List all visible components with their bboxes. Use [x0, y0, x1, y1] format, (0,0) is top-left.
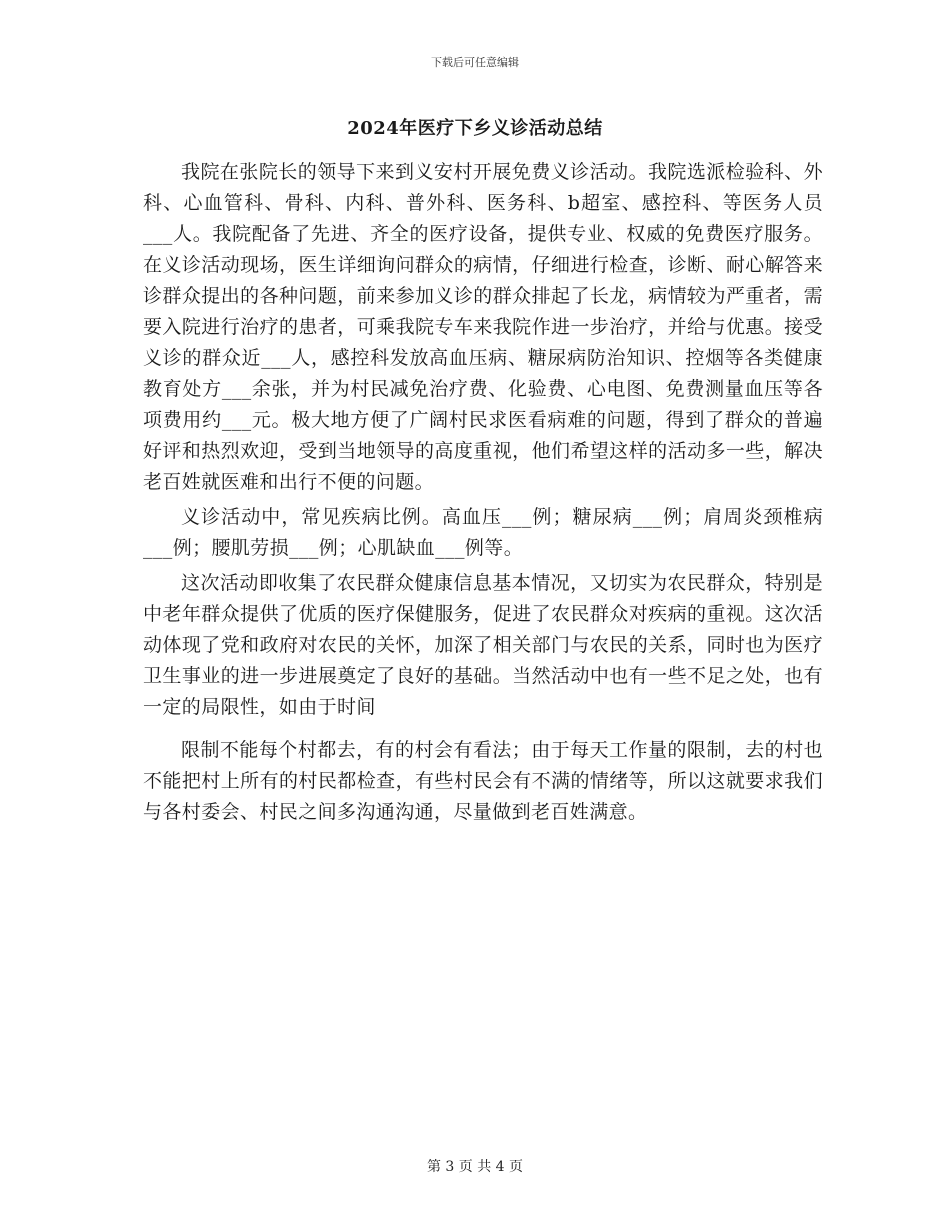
paragraph-1: 我院在张院长的领导下来到义安村开展免费义诊活动。我院选派检验科、外科、心血管科、骨科、内科、普外科、医务科、b超室、感控科、等医务人员___人。我院配备了先进、齐全的医疗设备，提供专业、权威的免费医疗服务。在义诊活动现场，医生详细询问群众的病情，仔细进行检查，诊断、耐心解答来诊群众提出的各种问题，前来参加义诊的群众排起了长龙，病情较为严重者，需要入院进行治疗的患者，可乘我院专车来我院作进一步治疗，并给与优惠。接受义诊的群众近___人，感控科发放高血压病、糖尿病防治知识、控烟等各类健康教育处方___余张，并为村民减免治疗费、化验费、心电图、免费测量血压等各项费用约___元。极大地方便了广阔村民求医看病难的问题，得到了群众的普遍好评和热烈欢迎，受到当地领导的高度重视，他们希望这样的活动多一些，解决老百姓就医难和出行不便的问题。 — [143, 161, 823, 493]
document-title: 2024年医疗下乡义诊活动总结 — [347, 118, 603, 139]
header-note: 下载后可任意编辑 — [431, 56, 519, 69]
paragraph-4: 限制不能每个村都去，有的村会有看法；由于每天工作量的限制，去的村也不能把村上所有的村民都检查，有些村民会有不满的情绪等，所以这就要求我们与各村委会、村民之间多沟通沟通，尽量做到老百姓满意。 — [143, 739, 823, 823]
paragraph-2: 义诊活动中，常见疾病比例。高血压___例；糖尿病___例；肩周炎颈椎病___例；腰肌劳损___例；心肌缺血___例等。 — [143, 506, 823, 559]
paragraph-3: 这次活动即收集了农民群众健康信息基本情况，又切实为农民群众，特别是中老年群众提供了优质的医疗保健服务，促进了农民群众对疾病的重视。这次活动体现了党和政府对农民的关怀，加深了相关部门与农民的关系，同时也为医疗卫生事业的进一步进展奠定了良好的基础。当然活动中也有一些不足之处，也有一定的局限性，如由于时间 — [143, 572, 823, 718]
page-number-footer: 第 3 页 共 4 页 — [426, 1159, 524, 1175]
document-body — [143, 157, 823, 832]
